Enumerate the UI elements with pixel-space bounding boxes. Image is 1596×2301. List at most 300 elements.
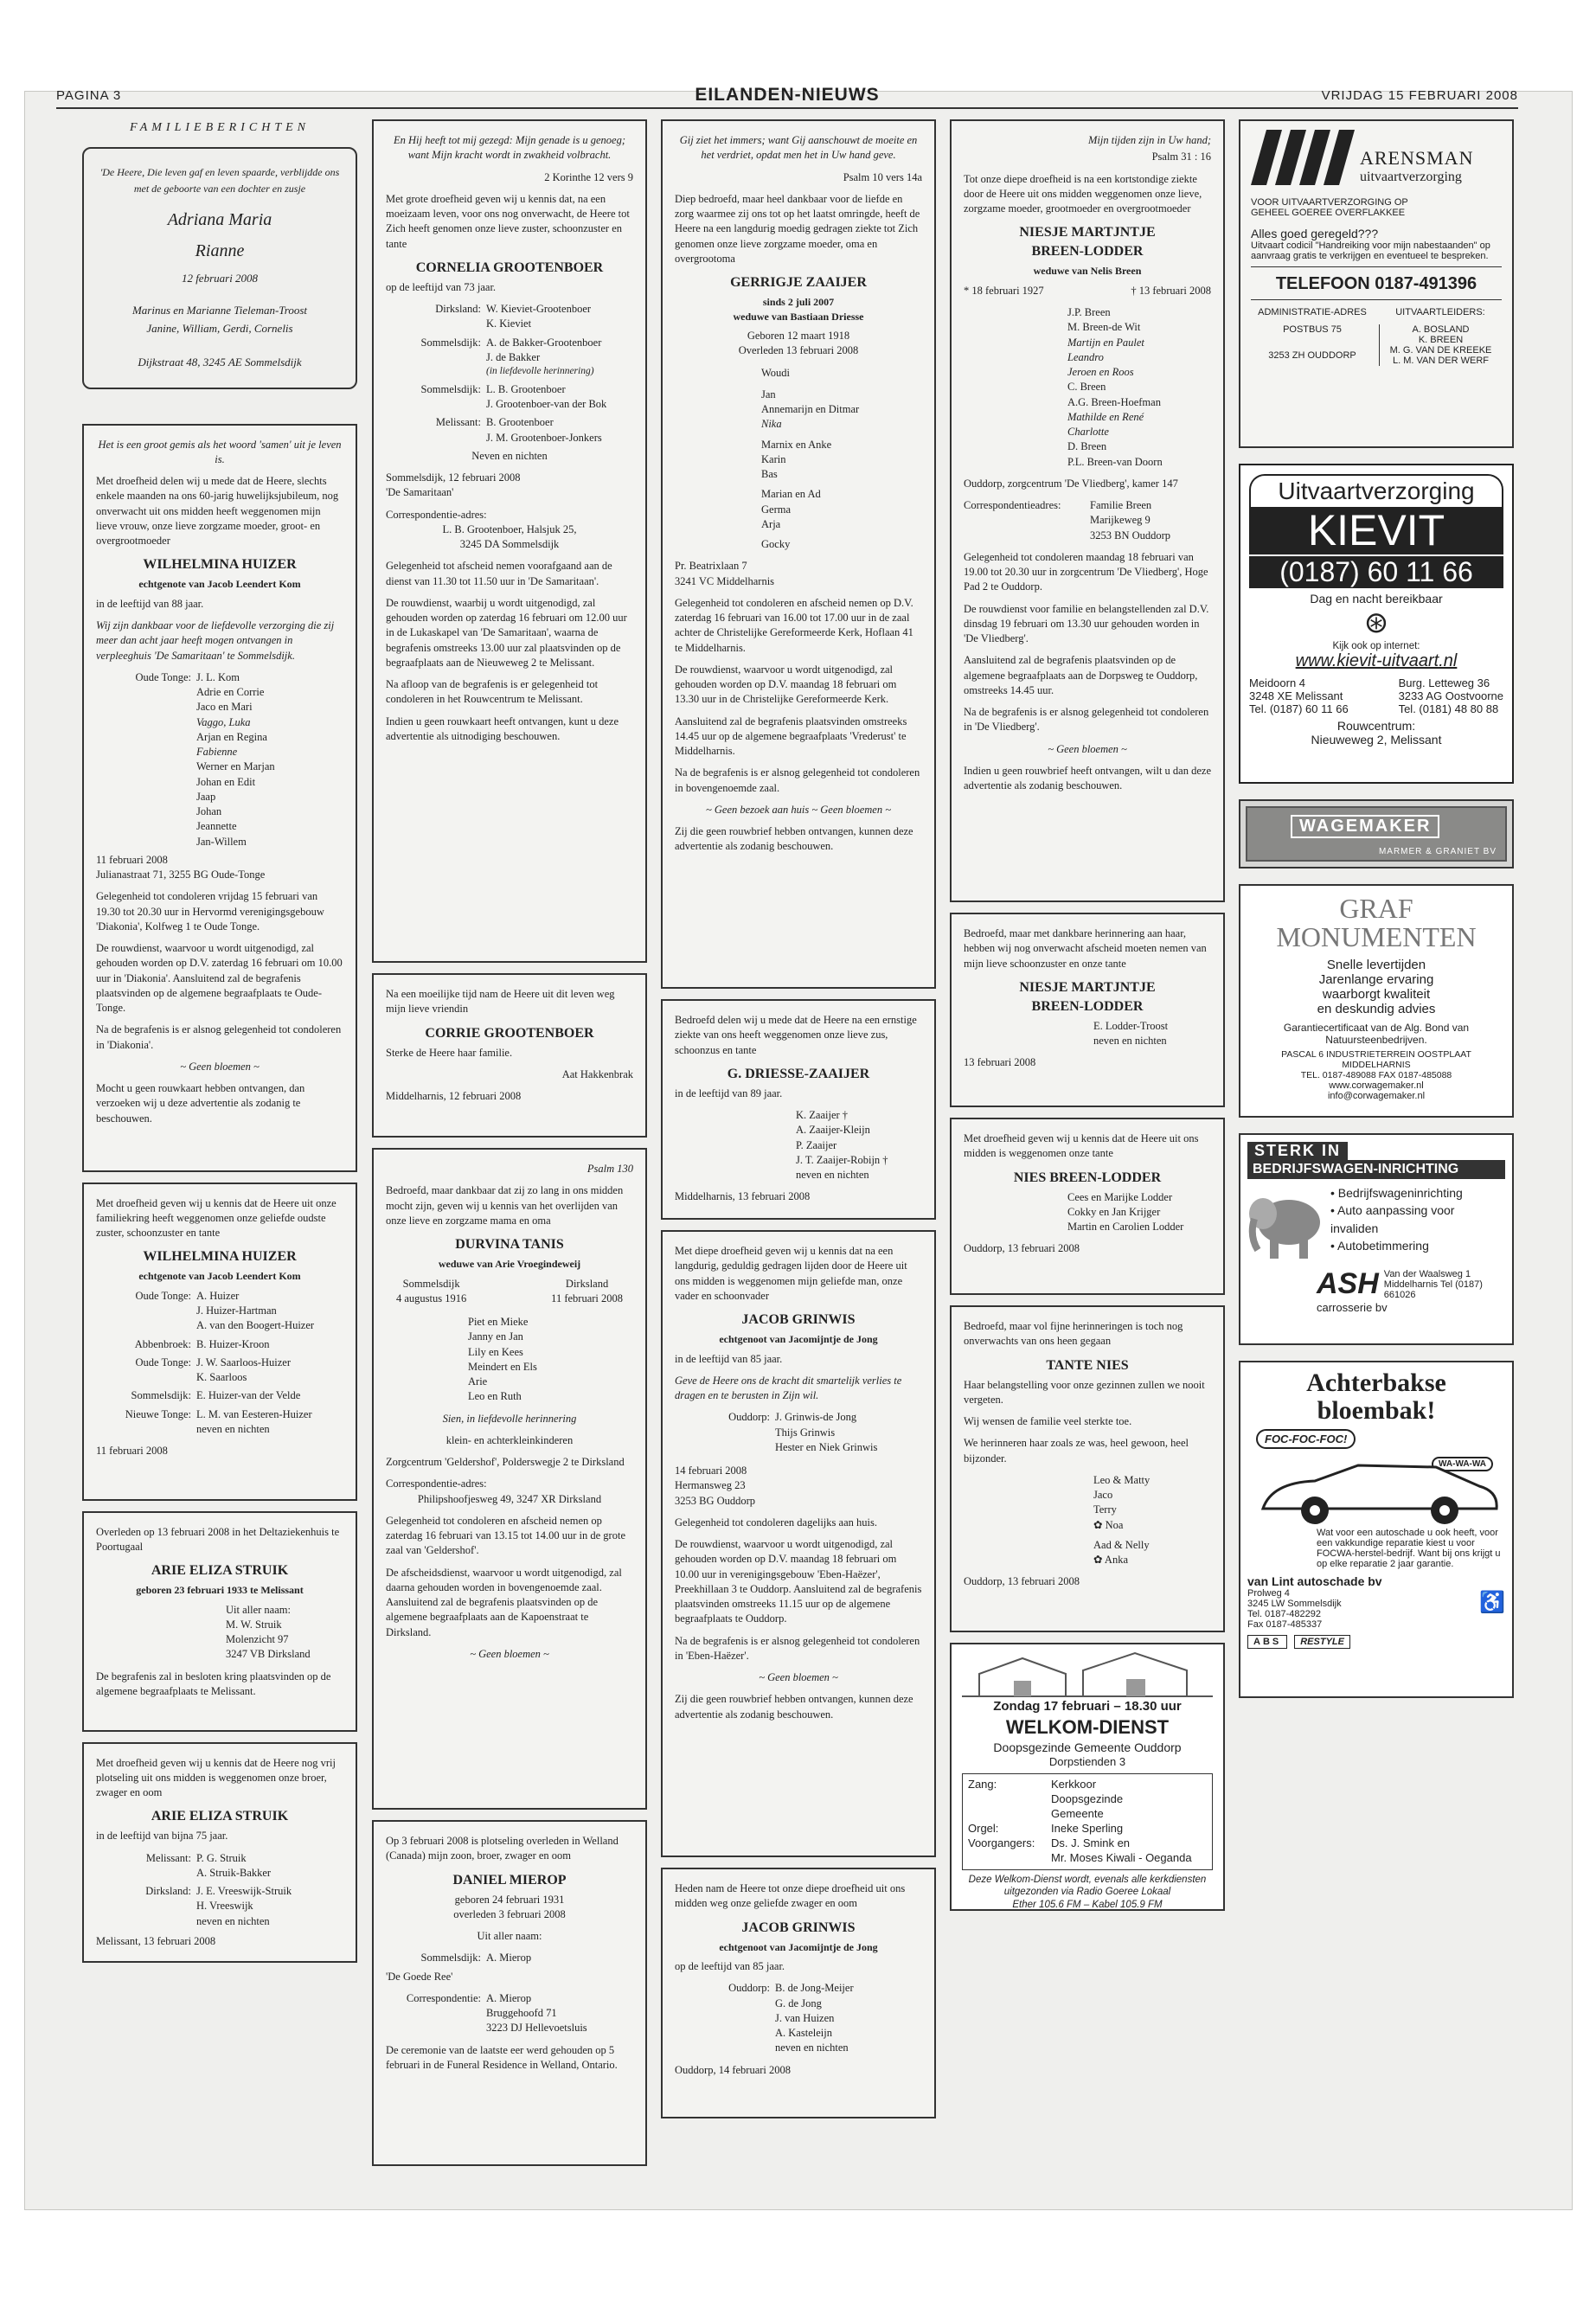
deceased-name: WILHELMINA HUIZER bbox=[143, 1249, 297, 1265]
relative: M. Breen-de Wit bbox=[1067, 321, 1141, 334]
address-line: 3253 BG Ouddorp bbox=[675, 1494, 756, 1507]
service-title: WELKOM-DIENST bbox=[1005, 1715, 1170, 1738]
page-header bbox=[56, 85, 1518, 109]
relative: Mathilde en René bbox=[1067, 410, 1144, 423]
kievit-website[interactable]: www.kievit-uitvaart.nl bbox=[1295, 651, 1458, 670]
place: Abbenbroek: bbox=[134, 1337, 191, 1350]
condolence-text: Gelegenheid tot condoleren maandag 18 februari van 19.00 tot 20.30 uur in zorgcentrum 'De Vliedberg', Hoge Pad 2 te Ouddorp. bbox=[964, 550, 1208, 593]
relative: Johan bbox=[196, 805, 222, 818]
detail-value: Kerkkoor bbox=[1051, 1778, 1097, 1791]
intro-text: Met droefheid delen wij u mede dat de Heere, slechts enkele maanden na ons 60-jarig huwelijksjubileum, nog onverwacht uit ons midden heeft weggenomen mijn lieve vrouw, onze lieve zorgzame moeder, groot- en overgrootmoeder bbox=[96, 475, 339, 548]
burial-text: Aansluitend zal de begrafenis plaatsvinden op de algemene begraafplaats aan de Dorpsweg te Ouddorp, omstreeks 14.45 uur. bbox=[964, 654, 1198, 696]
elephant-icon bbox=[1247, 1184, 1325, 1262]
relative: Hester en Niek Grinwis bbox=[775, 1440, 878, 1453]
column-1 bbox=[82, 119, 357, 2191]
relatives bbox=[386, 336, 633, 379]
obituary-grootenboer-1 bbox=[372, 119, 647, 963]
web-label: Kijk ook op internet: bbox=[1332, 640, 1420, 651]
relatives bbox=[386, 415, 633, 445]
church-address: Dorpstienden 3 bbox=[1048, 1755, 1126, 1769]
detail-value: Gemeente bbox=[1051, 1806, 1104, 1820]
van-lint-ad bbox=[1239, 1361, 1514, 1698]
relative: Jeroen en Roos bbox=[1067, 366, 1134, 379]
age-line: in de leeftijd van bijna 75 jaar. bbox=[96, 1830, 228, 1843]
intro-text: Bedroefd delen wij u mede dat de Heere na een ernstige ziekte van ons heeft weggenomen onze lieve zus, schoonzus en tante bbox=[675, 1014, 917, 1056]
relative: Leandro bbox=[1067, 350, 1104, 363]
address-line: Julianastraat 71, 3255 BG Oude-Tonge bbox=[96, 868, 266, 881]
slogan: Alles goed geregeld??? bbox=[1251, 227, 1379, 240]
director-name: A. BOSLAND bbox=[1412, 324, 1470, 335]
detail-row bbox=[968, 1836, 1207, 1866]
kievit-ad bbox=[1239, 464, 1514, 784]
relative: neven en nichten bbox=[1093, 1035, 1167, 1048]
correspondence bbox=[964, 498, 1211, 543]
notice-text: Indien u geen rouwbrief heeft ontvangen, wilt u dan deze advertentie als zodanig beschouwen. bbox=[964, 764, 1212, 792]
relative: J. Grinwis-de Jong bbox=[775, 1411, 857, 1424]
correspondence-line: 3245 DA Sommelsdijk bbox=[459, 538, 560, 551]
ash-logo-sub: carrosserie bv bbox=[1317, 1301, 1388, 1314]
age-line: op de leeftijd van 73 jaar. bbox=[386, 280, 497, 293]
relative: J. W. Saarloos-Huizer bbox=[196, 1356, 292, 1368]
relative: Cees en Marijke Lodder bbox=[1067, 1190, 1173, 1203]
birth-line: geboren 24 februari 1931 bbox=[454, 1893, 565, 1906]
place: Melissant: bbox=[145, 1851, 191, 1864]
kievit-heading: Uitvaartverzorging bbox=[1249, 474, 1503, 507]
remembrance: Sien, in liefdevolle herinnering bbox=[442, 1412, 577, 1425]
relative: L. M. van Eesteren-Huizer bbox=[196, 1407, 312, 1420]
deceased-name: NIES BREEN-LODDER bbox=[1013, 1170, 1162, 1185]
relative: (in liefdevolle herinnering) bbox=[486, 366, 594, 377]
obituary-mierop bbox=[372, 1820, 647, 2166]
place: Oude Tonge: bbox=[135, 1356, 191, 1368]
graf-phone: TEL. 0187-489088 FAX 0187-485088 bbox=[1300, 1070, 1452, 1081]
feature-line: Snelle levertijden bbox=[1326, 958, 1426, 973]
family-list bbox=[796, 1108, 922, 1183]
baby-name: Adriana Maria bbox=[167, 210, 272, 230]
service-area: VOOR UITVAARTVERZORGING OP bbox=[1251, 197, 1408, 208]
relatives bbox=[96, 1388, 343, 1403]
column-2 bbox=[372, 119, 647, 2191]
feature-item: Bedrijfswageninrichting bbox=[1337, 1186, 1463, 1200]
relative: Jaco en Mari bbox=[196, 701, 253, 714]
condolence-text: Na afloop van de begrafenis is er gelegenheid tot condoleren in het Rouwcentrum te Melissant. bbox=[386, 678, 599, 706]
baby-nickname: Rianne bbox=[195, 241, 245, 261]
notice-text: Indien u geen rouwkaart heeft ontvangen, kunt u deze advertentie als uitnodiging beschouwen. bbox=[386, 715, 619, 742]
deceased-name: ARIE ELIZA STRUIK bbox=[151, 1809, 289, 1824]
obituary-tante-nies bbox=[950, 1305, 1225, 1632]
rouwcentrum-address: Nieuweweg 2, Melissant bbox=[1311, 732, 1442, 747]
intro-text: Tot onze diepe droefheid is na een kortstondige ziekte door de Heere uit ons midden weggenomen onze lieve, zorgzame moeder, grootmoeder en overgrootmoeder bbox=[964, 172, 1202, 215]
wagemaker-sub: MARMER & GRANIET BV bbox=[1378, 847, 1497, 856]
feature-item: Auto aanpassing voor invaliden bbox=[1330, 1203, 1455, 1235]
place: Oude Tonge: bbox=[135, 1289, 191, 1302]
obituary-huizer-1 bbox=[82, 424, 357, 1172]
correspondence bbox=[386, 1991, 633, 2036]
relative: Jaap bbox=[196, 790, 216, 803]
place: Ouddorp: bbox=[728, 1982, 770, 1995]
arensman-logo-row bbox=[1251, 130, 1502, 185]
place: Oude Tonge: bbox=[135, 670, 191, 683]
deceased-name: DANIEL MIEROP bbox=[452, 1872, 567, 1888]
guarantee-text: Garantiecertificaat van de Alg. Bond van Natuursteenbedrijven. bbox=[1283, 1022, 1470, 1047]
relative: A. van den Boogert-Huizer bbox=[196, 1319, 315, 1332]
relative: Karin bbox=[761, 452, 786, 465]
relative: A.G. Breen-Hoefman bbox=[1067, 395, 1161, 408]
spouse-line: weduwe van Arie Vroegindeweij bbox=[438, 1258, 581, 1271]
relative: J. L. Kom bbox=[196, 670, 240, 683]
relative: Meindert en Els bbox=[468, 1360, 537, 1373]
detail-label: Voorgangers: bbox=[968, 1836, 1035, 1849]
sterk-in-ad bbox=[1239, 1133, 1514, 1345]
wish-text: Sterke de Heere haar familie. bbox=[386, 1046, 513, 1059]
relative bbox=[1093, 1553, 1211, 1567]
church-service-ad bbox=[950, 1643, 1225, 1911]
spouse-line: echtgenoot van Jacomijntje de Jong bbox=[719, 1940, 878, 1953]
service-time: Zondag 17 februari – 18.30 uur bbox=[993, 1699, 1182, 1714]
relative: Arie bbox=[468, 1375, 488, 1388]
birth-line: Geboren 12 maart 1918 bbox=[747, 330, 850, 343]
arensman-logo bbox=[1251, 130, 1355, 185]
relative: Leo & Matty bbox=[1093, 1473, 1151, 1486]
relatives bbox=[96, 670, 343, 849]
detail-label: Zang: bbox=[968, 1778, 997, 1791]
date-line: 14 februari 2008 bbox=[675, 1465, 747, 1477]
relative: neven en nichten bbox=[796, 1169, 869, 1182]
relative: Thijs Grinwis bbox=[775, 1426, 836, 1439]
contact-line: M. W. Struik bbox=[226, 1618, 282, 1631]
contact-line: Molenzicht 97 bbox=[226, 1633, 289, 1646]
relative: Jan bbox=[761, 388, 776, 401]
speech-bubble: FOC-FOC-FOC! bbox=[1256, 1429, 1356, 1449]
column-heading: ADMINISTRATIE-ADRES bbox=[1258, 307, 1367, 317]
deceased-name: TANTE NIES bbox=[1046, 1357, 1129, 1373]
relative: C. Breen bbox=[1067, 381, 1106, 394]
intro-text: Met grote droefheid geven wij u kennis dat, na een moeizaam leven, voor ons nog onverwacht, de Heere tot Zich heeft genomen onze lieve zuster, schoonzuster en tante bbox=[386, 192, 630, 250]
contact-block bbox=[226, 1603, 343, 1663]
intro-text: Op 3 februari 2008 is plotseling overleden in Welland (Canada) mijn zoon, broer, zwager en oom bbox=[386, 1835, 619, 1862]
relative: Johan en Edit bbox=[196, 775, 256, 788]
place: Melissant: bbox=[435, 416, 481, 429]
relatives bbox=[675, 1981, 922, 2055]
feature-line: en deskundig advies bbox=[1317, 1002, 1436, 1017]
relative: W. Kieviet-Grootenboer bbox=[486, 303, 592, 316]
relative: Nika bbox=[761, 418, 782, 431]
relative: Cokky en Jan Krijger bbox=[1067, 1205, 1161, 1218]
director-name: M. G. VAN DE KREEKE bbox=[1389, 345, 1492, 356]
child-name: Anka bbox=[1104, 1554, 1128, 1567]
birth-address: Dijkstraat 48, 3245 AE Sommelsdijk bbox=[138, 355, 302, 369]
obituary-zaaijer-2 bbox=[661, 999, 936, 1220]
address-line: Tel. (0187) 60 11 66 bbox=[1249, 702, 1349, 715]
service-details bbox=[962, 1773, 1213, 1869]
thanks-text: Wij zijn dankbaar voor de liefdevolle verzorging die zij meer dan acht jaar heeft mogen ontvangen in verpleeghuis 'De Samaritaan' te Sommelsdijk. bbox=[96, 619, 335, 662]
broadcast-note: Deze Welkom-Dienst wordt, evenals alle kerkdiensten bbox=[968, 1874, 1207, 1885]
death-line: Overleden 13 februari 2008 bbox=[738, 344, 859, 357]
ash-logo: ASH bbox=[1317, 1267, 1379, 1300]
spouse-line: echtgenoot van Jacomijntje de Jong bbox=[719, 1333, 878, 1346]
kievit-name: KIEVIT bbox=[1249, 507, 1503, 554]
correspondence-line: 3253 BN Ouddorp bbox=[1090, 529, 1171, 542]
date-line: 11 februari 2008 bbox=[96, 1445, 168, 1458]
intro-text: Bedroefd, maar met dankbare herinnering aan haar, hebben wij nog onverwacht afscheid moeten nemen van mijn lieve schoonzuster en onze tante bbox=[964, 927, 1207, 970]
family-list bbox=[1093, 1473, 1211, 1568]
graf-subtitle: MONUMENTEN bbox=[1276, 921, 1477, 952]
address-line: Hermansweg 23 bbox=[675, 1479, 746, 1492]
deceased-name: NIESJE MARTJNTJE bbox=[1019, 979, 1156, 995]
child-name: Noa bbox=[1105, 1518, 1124, 1531]
label: Uit aller naam: bbox=[226, 1603, 291, 1616]
contact-line: 3247 VB Dirksland bbox=[226, 1648, 311, 1661]
grandchildren: klein- en achterkleinkinderen bbox=[445, 1433, 574, 1446]
relative: Arja bbox=[761, 517, 781, 530]
obituary-grinwis-2 bbox=[661, 1868, 936, 2118]
relative: Piet en Mieke bbox=[468, 1316, 529, 1329]
after-text: Na de begrafenis is er alsnog gelegenheid tot condoleren in bovengenoemde zaal. bbox=[675, 766, 920, 794]
quote: Het is een groot gemis als het woord 'samen' uit je leven is. bbox=[98, 438, 342, 465]
abs-badge: ABS bbox=[1247, 1635, 1287, 1649]
family-list bbox=[1093, 1019, 1211, 1049]
correspondence-label: Correspondentie: bbox=[406, 1991, 481, 2004]
service-text: De rouwdienst, waarvoor u wordt uitgenodigd, zal gehouden worden op D.V. maandag 18 februari om 13.30 uur in de Christelijke Gereformeerde Kerk. bbox=[675, 663, 897, 706]
address-line: 3241 VC Middelharnis bbox=[675, 574, 775, 587]
place: Sommelsdijk: bbox=[420, 1952, 481, 1965]
speech-bubble: WA-WA-WA bbox=[1432, 1457, 1493, 1471]
life-dates bbox=[396, 1277, 623, 1307]
deceased-surname: BREEN-LODDER bbox=[1031, 244, 1144, 260]
intro-text: Met droefheid geven wij u kennis dat de Heere uit ons midden is weggenomen onze tante bbox=[964, 1132, 1199, 1160]
after-text: Na de begrafenis is er alsnog gelegenheid tot condoleren in 'De Vliedberg'. bbox=[964, 706, 1209, 734]
relatives bbox=[675, 1410, 922, 1455]
lint-contact-row bbox=[1247, 1574, 1505, 1630]
relative: L. B. Grootenboer bbox=[486, 382, 566, 395]
relative: Woudi bbox=[761, 366, 791, 379]
section-title: FAMILIEBERICHTEN bbox=[129, 121, 311, 134]
relatives bbox=[96, 1407, 343, 1438]
relative: Jaco bbox=[1093, 1489, 1113, 1502]
age-line: in de leeftijd van 85 jaar. bbox=[675, 1352, 783, 1365]
obituary-breen-3 bbox=[950, 1118, 1225, 1295]
sterk-body bbox=[1247, 1184, 1505, 1262]
relative: Germa bbox=[761, 503, 792, 516]
relative: J. M. Grootenboer-Jonkers bbox=[486, 431, 602, 444]
deceased-name: G. DRIESSE-ZAAIJER bbox=[727, 1066, 870, 1081]
relative bbox=[1093, 1518, 1211, 1533]
obituary-breen-2 bbox=[950, 913, 1225, 1107]
correspondence-label: Correspondentie-adres: bbox=[386, 1477, 487, 1490]
place: Sommelsdijk: bbox=[420, 336, 481, 349]
family-list bbox=[1067, 305, 1211, 470]
ceremony-text: De ceremonie van de laatste eer werd gehouden op 5 februari in de Funeral Residence in Welland, Ontario. bbox=[386, 2043, 618, 2071]
death-line: overleden 3 februari 2008 bbox=[453, 1907, 566, 1920]
graf-email[interactable]: info@corwagemaker.nl bbox=[1327, 1091, 1426, 1102]
lint-phone: Tel. 0187-482292 bbox=[1247, 1609, 1322, 1619]
address-line: Pr. Beatrixlaan 7 bbox=[675, 560, 747, 573]
family-list bbox=[761, 366, 922, 553]
location-line: Ouddorp, zorgcentrum 'De Vliedberg', kamer 147 bbox=[964, 477, 1178, 490]
relative: Charlotte bbox=[1067, 426, 1109, 439]
date-line: 11 februari 2008 bbox=[96, 853, 168, 866]
aller-label: Uit aller naam: bbox=[477, 1930, 542, 1943]
flowers-note: ~ Geen bloemen ~ bbox=[759, 1671, 838, 1684]
church-building-icon bbox=[962, 1648, 1213, 1698]
relative: Marnix en Anke bbox=[761, 438, 832, 451]
notice-text: Zij die geen rouwbrief hebben ontvangen, kunnen deze advertentie als zodanig beschouwen. bbox=[675, 1693, 913, 1721]
arensman-wordmark bbox=[1360, 147, 1473, 185]
relative: Marian en Ad bbox=[761, 488, 821, 501]
relatives bbox=[386, 1951, 633, 1965]
relative: Bas bbox=[761, 468, 778, 481]
relative: D. Breen bbox=[1067, 440, 1107, 453]
deceased-name: CORRIE GROOTENBOER bbox=[425, 1025, 594, 1041]
relative: E. Huizer-van der Velde bbox=[196, 1389, 301, 1402]
wagemaker-banner bbox=[1246, 806, 1507, 862]
correspondence-line: Philipshoofjesweg 49, 3247 XR Dirksland bbox=[417, 1492, 602, 1505]
location-line: 'De Samaritaan' bbox=[386, 486, 454, 499]
feature-line: waarborgt kwaliteit bbox=[1322, 987, 1431, 1003]
address-line: Tel. (0181) 48 80 88 bbox=[1398, 702, 1499, 715]
relative: P. Zaaijer bbox=[796, 1138, 837, 1151]
relative: P.L. Breen-van Doorn bbox=[1067, 455, 1163, 468]
column-heading: UITVAARTLEIDERS: bbox=[1395, 307, 1485, 317]
deceased-surname: BREEN-LODDER bbox=[1031, 998, 1144, 1014]
deceased-name: JACOB GRINWIS bbox=[741, 1920, 856, 1935]
correspondence-line: Marijkeweg 9 bbox=[1090, 514, 1151, 527]
family-list bbox=[1067, 1190, 1211, 1235]
date-line: Sommelsdijk, 12 februari 2008 bbox=[386, 471, 521, 484]
service-text: De rouwdienst, waarvoor u wordt uitgenodigd, zal gehouden worden op D.V. zaterdag 16 februari om 10.00 uur in 'Diakonia'. Aansluitend zal de begrafenis plaatsvinden op de algemene begraafplaats te Oude-Tonge. bbox=[96, 942, 343, 1015]
date-line: 13 februari 2008 bbox=[964, 1056, 1036, 1069]
arensman-ad bbox=[1239, 119, 1514, 448]
life-dates bbox=[964, 284, 1211, 298]
age-line: in de leeftijd van 89 jaar. bbox=[675, 1086, 783, 1099]
relative: Martijn en Paulet bbox=[1067, 336, 1144, 349]
birth-verse: 'De Heere, Die leven gaf en leven spaarde, verblijdde ons met de geboorte van een dochter en zusje bbox=[99, 166, 340, 195]
address-line: Burg. Letteweg 36 bbox=[1398, 676, 1490, 689]
relative: A. Mierop bbox=[486, 1952, 532, 1965]
relative: Jeannette bbox=[196, 820, 237, 833]
obituary-zaaijer-1 bbox=[661, 119, 936, 989]
director-name: L. M. VAN DER WERF bbox=[1392, 356, 1490, 366]
correspondence-line: A. Mierop bbox=[486, 1991, 532, 2004]
relatives bbox=[96, 1289, 343, 1334]
car-illustration bbox=[1247, 1424, 1505, 1528]
place: Ouddorp: bbox=[728, 1411, 770, 1424]
birth-date: * 18 februari 1927 bbox=[964, 284, 1044, 297]
relative: A. Zaaijer-Kleijn bbox=[796, 1124, 870, 1137]
graf-address: PASCAL 6 INDUSTRIETERREIN OOSTPLAAT MIDDELHARNIS bbox=[1281, 1049, 1471, 1071]
intro-text: Heden nam de Heere tot onze diepe droefheid uit ons midden weg onze geliefde zwager en oom bbox=[675, 1882, 906, 1910]
siblings: Janine, William, Gerdi, Cornelis bbox=[146, 321, 293, 335]
relative: A. Struik-Bakker bbox=[196, 1866, 272, 1879]
detail-value: Ds. J. Smink en bbox=[1051, 1836, 1131, 1849]
relative: A. Kasteleijn bbox=[775, 2027, 832, 2040]
relative: K. Saarloos bbox=[196, 1371, 247, 1384]
page-number: PAGINA 3 bbox=[56, 88, 122, 103]
relative: E. Lodder-Troost bbox=[1093, 1019, 1169, 1032]
sterk-heading: STERK IN bbox=[1247, 1142, 1348, 1160]
burial-text: Aansluitend zal de begrafenis plaatsvinden omstreeks 14.45 uur op de algemene begraafplaats 'Vrederust' te Middelharnis. bbox=[675, 715, 907, 758]
bible-verse: Gij ziet het immers; want Gij aanschouwt de moeite en het verdriet, opdat men het in Uw hand geve. bbox=[679, 134, 918, 162]
intro-text: Na een moeilijke tijd nam de Heere uit dit leven weg mijn lieve vriendin bbox=[386, 988, 615, 1016]
deceased-name: NIESJE MARTJNTJE bbox=[1019, 225, 1156, 240]
address-line: 3248 XE Melissant bbox=[1249, 689, 1343, 702]
relative: P. G. Struik bbox=[196, 1851, 247, 1864]
masthead: EILANDEN-NIEUWS bbox=[695, 85, 880, 105]
lint-text: Wat voor een autoschade u ook heeft, voor een vakkundige reparatie kiest u voor FOCWA-herstel-bedrijf. Want bij ons krijgt u op elke reparatie 2 jaar garantie. bbox=[1317, 1528, 1501, 1569]
verse-ref: Psalm 130 bbox=[586, 1163, 633, 1175]
relative: A. Huizer bbox=[196, 1289, 240, 1302]
director-name: K. BREEN bbox=[1418, 335, 1464, 345]
feature-item: Autobetimmering bbox=[1337, 1238, 1429, 1253]
relative: Jan-Willem bbox=[196, 835, 247, 848]
graf-website[interactable]: www.corwagemaker.nl bbox=[1329, 1080, 1424, 1092]
relative: neven en nichten bbox=[775, 2041, 849, 2054]
date-line: Ouddorp, 13 februari 2008 bbox=[964, 1242, 1080, 1255]
relatives bbox=[386, 382, 633, 413]
relatives bbox=[96, 1851, 343, 1881]
service-area: GEHEEL GOEREE OVERFLAKKEE bbox=[1251, 208, 1406, 218]
service-text: De afscheidsdienst, waarvoor u wordt uitgenodigd, zal daarna gehouden worden in bovengenoemde zaal. Aansluitend zal de begrafenis plaatsvinden op de algemene begraafplaats aan de Kapoenstraat te Dirksland. bbox=[386, 1566, 622, 1638]
relative: Gocky bbox=[761, 538, 791, 551]
date-line: Ouddorp, 13 februari 2008 bbox=[964, 1575, 1080, 1588]
family-list bbox=[468, 1315, 633, 1405]
detail-label: Orgel: bbox=[968, 1821, 999, 1835]
relative: K. Zaaijer † bbox=[796, 1109, 849, 1122]
age-line: in de leeftijd van 88 jaar. bbox=[96, 597, 204, 610]
relative: Martin en Carolien Lodder bbox=[1067, 1221, 1184, 1234]
correspondence-label: Correspondentieadres: bbox=[964, 499, 1061, 512]
relative: neven en nichten bbox=[196, 1914, 270, 1927]
widow-of: weduwe van Bastiaan Driesse bbox=[733, 310, 864, 323]
lint-subtitle: bloembak! bbox=[1317, 1395, 1436, 1425]
obituary-breen-1 bbox=[950, 119, 1225, 902]
column-3 bbox=[661, 119, 936, 2191]
address-line: Meidoorn 4 bbox=[1249, 676, 1306, 689]
relative: Arjan en Regina bbox=[196, 730, 267, 743]
notice-text: Mocht u geen rouwkaart hebben ontvangen, dan verzoeken wij u deze advertentie als zodanig te beschouwen. bbox=[96, 1082, 305, 1125]
contact-grid bbox=[1251, 307, 1502, 366]
age-line: op de leeftijd van 85 jaar. bbox=[675, 1960, 785, 1973]
graf-monumenten-ad bbox=[1239, 884, 1514, 1118]
relatives bbox=[96, 1356, 343, 1386]
date-line: Melissant, 13 februari 2008 bbox=[96, 1934, 216, 1947]
signature: Aat Hakkenbrak bbox=[561, 1067, 633, 1080]
funeral-text: De begrafenis zal in besloten kring plaatsvinden op de algemene begraafplaats te Melissant. bbox=[96, 1670, 331, 1697]
flower-icon: ✿ bbox=[1093, 1518, 1106, 1531]
company-name: ARENSMAN bbox=[1360, 147, 1474, 169]
graf-title: GRAF bbox=[1339, 893, 1413, 924]
restyle-badge: RESTYLE bbox=[1294, 1635, 1350, 1649]
birthplace: Sommelsdijk bbox=[402, 1277, 460, 1290]
parents: Marinus en Marianne Tieleman-Troost bbox=[131, 304, 308, 317]
farewell-text: Gelegenheid tot afscheid nemen voorafgaand aan de dienst van 11.30 tot 11.50 uur in 'De Samaritaan'. bbox=[386, 560, 612, 587]
wish-text: Wij wensen de familie veel sterkte toe. bbox=[964, 1415, 1132, 1428]
intro-text: Met diepe droefheid geven wij u kennis dat na een langdurig, geduldig gedragen lijden door de Heere uit ons midden is weggenomen mijn geliefde man, onze vader en schoonvader bbox=[675, 1245, 907, 1302]
verse-ref: 2 Korinthe 12 vers 9 bbox=[544, 170, 633, 183]
relative: Leo en Ruth bbox=[468, 1390, 522, 1403]
deceased-name: CORNELIA GROOTENBOER bbox=[415, 260, 604, 275]
deceased-name: WILHELMINA HUIZER bbox=[143, 557, 297, 573]
bible-verse: Mijn tijden zijn in Uw hand; bbox=[1087, 134, 1211, 146]
relatives bbox=[96, 1337, 343, 1352]
verse-ref: Psalm 31 : 16 bbox=[1151, 151, 1211, 163]
relative: neven en nichten bbox=[196, 1422, 270, 1435]
service-text: De rouwdienst, waarvoor u wordt uitgenodigd, zal gehouden worden op D.V. maandag 18 februari om 10.00 uur in verenigingsgebouw 'Eben-Haëzer', Preekhillaan 3 te Ouddorp. Aansluitend zal de begrafenis plaatsvinden omstreeks 11.15 uur op de algemene begraafplaats te Ouddorp. bbox=[675, 1538, 922, 1625]
relative: G. de Jong bbox=[775, 1997, 822, 2009]
flowers-note: ~ Geen bezoek aan huis ~ Geen bloemen ~ bbox=[706, 803, 891, 816]
address-line: 3253 ZH OUDDORP bbox=[1268, 350, 1356, 361]
date-line: Ouddorp, 14 februari 2008 bbox=[675, 2063, 791, 2076]
